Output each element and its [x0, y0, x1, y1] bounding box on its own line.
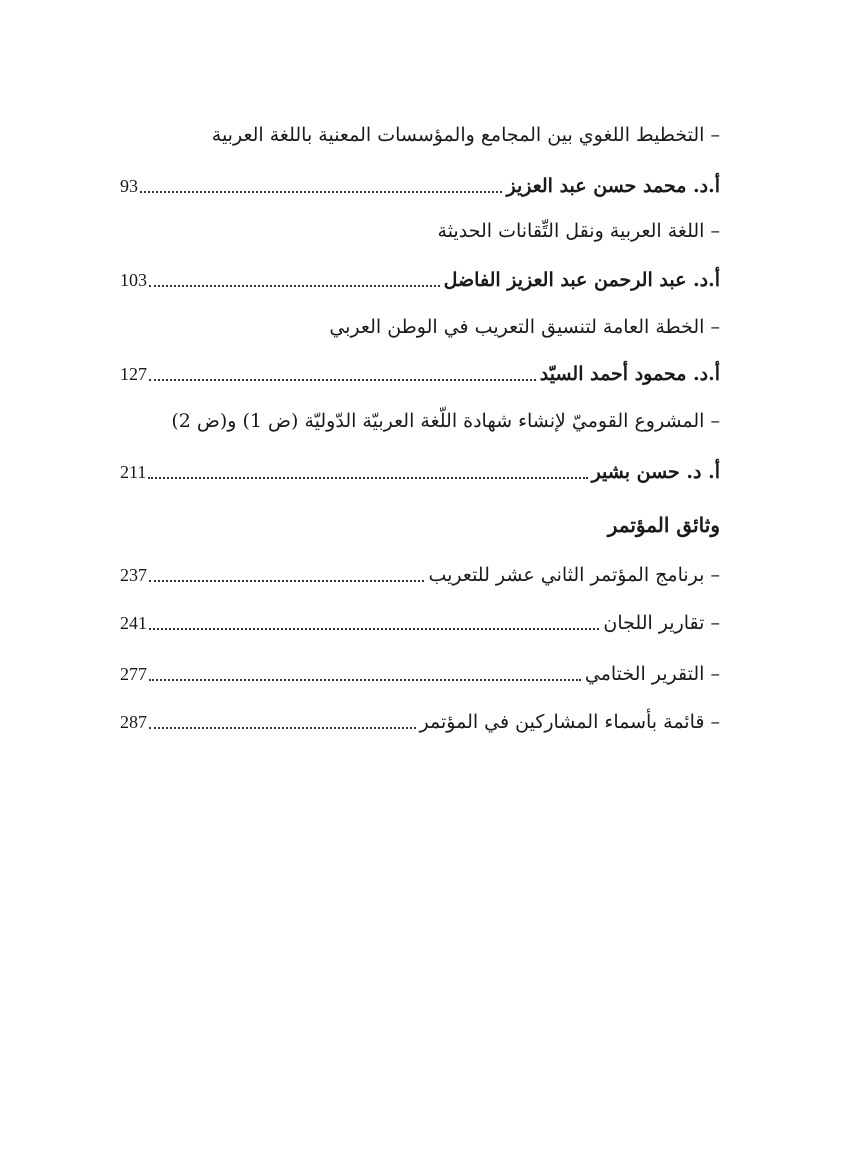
- section-heading: [120, 507, 720, 543]
- page-number: 287: [120, 711, 147, 732]
- dot-leader: [149, 679, 581, 681]
- document-title: – تقارير اللجان: [603, 612, 720, 634]
- toc-document-entry: [120, 704, 720, 740]
- document-title: – قائمة بأسماء المشاركين في المؤتمر: [419, 711, 720, 733]
- toc-document-entry: [120, 557, 720, 593]
- entry-title: – اللغة العربية ونقل التِّقانات الحديثة: [437, 220, 720, 242]
- toc-entry-title: [120, 117, 720, 153]
- toc-entry-author: [120, 356, 720, 392]
- document-title: – برنامج المؤتمر الثاني عشر للتعريب: [428, 564, 720, 586]
- dot-leader: [149, 379, 536, 381]
- dot-leader: [149, 727, 416, 729]
- dot-leader: [149, 580, 424, 582]
- page-number: 237: [120, 564, 147, 585]
- toc-entry-title: [120, 309, 720, 345]
- entry-title: – المشروع القوميّ لإنشاء شهادة اللّغة العربيّة الدّوليّة (ض 1) و(ض 2): [171, 410, 720, 432]
- document-title: – التقرير الختامي: [584, 663, 720, 685]
- toc-entry-author: [120, 262, 720, 298]
- page-number: 93: [120, 175, 138, 196]
- entry-author: أ.د. عبد الرحمن عبد العزيز الفاضل: [443, 269, 720, 291]
- page-number: 277: [120, 663, 147, 684]
- page-number: 241: [120, 612, 147, 633]
- dot-leader: [149, 285, 440, 287]
- toc-entry-author: [120, 454, 720, 490]
- entry-title: – الخطة العامة لتنسيق التعريب في الوطن العربي: [329, 316, 720, 338]
- page-number: 103: [120, 269, 147, 290]
- entry-author: أ. د. حسن بشير: [591, 461, 720, 483]
- dot-leader: [140, 191, 502, 193]
- dot-leader: [148, 477, 587, 479]
- page-number: 127: [120, 363, 147, 384]
- entry-author: أ.د. محمود أحمد السيّد: [539, 363, 720, 385]
- toc-entry-author: [120, 168, 720, 204]
- page-number: 211: [120, 461, 147, 482]
- toc-document-entry: [120, 605, 720, 641]
- toc-entry-title: [120, 403, 720, 439]
- section-heading-text: وثائق المؤتمر: [607, 513, 720, 537]
- dot-leader: [149, 628, 599, 630]
- toc-document-entry: [120, 656, 720, 692]
- toc-entry-title: [120, 213, 720, 249]
- entry-title: – التخطيط اللغوي بين المجامع والمؤسسات المعنية باللغة العربية: [211, 124, 720, 146]
- entry-author: أ.د. محمد حسن عبد العزيز: [506, 175, 720, 197]
